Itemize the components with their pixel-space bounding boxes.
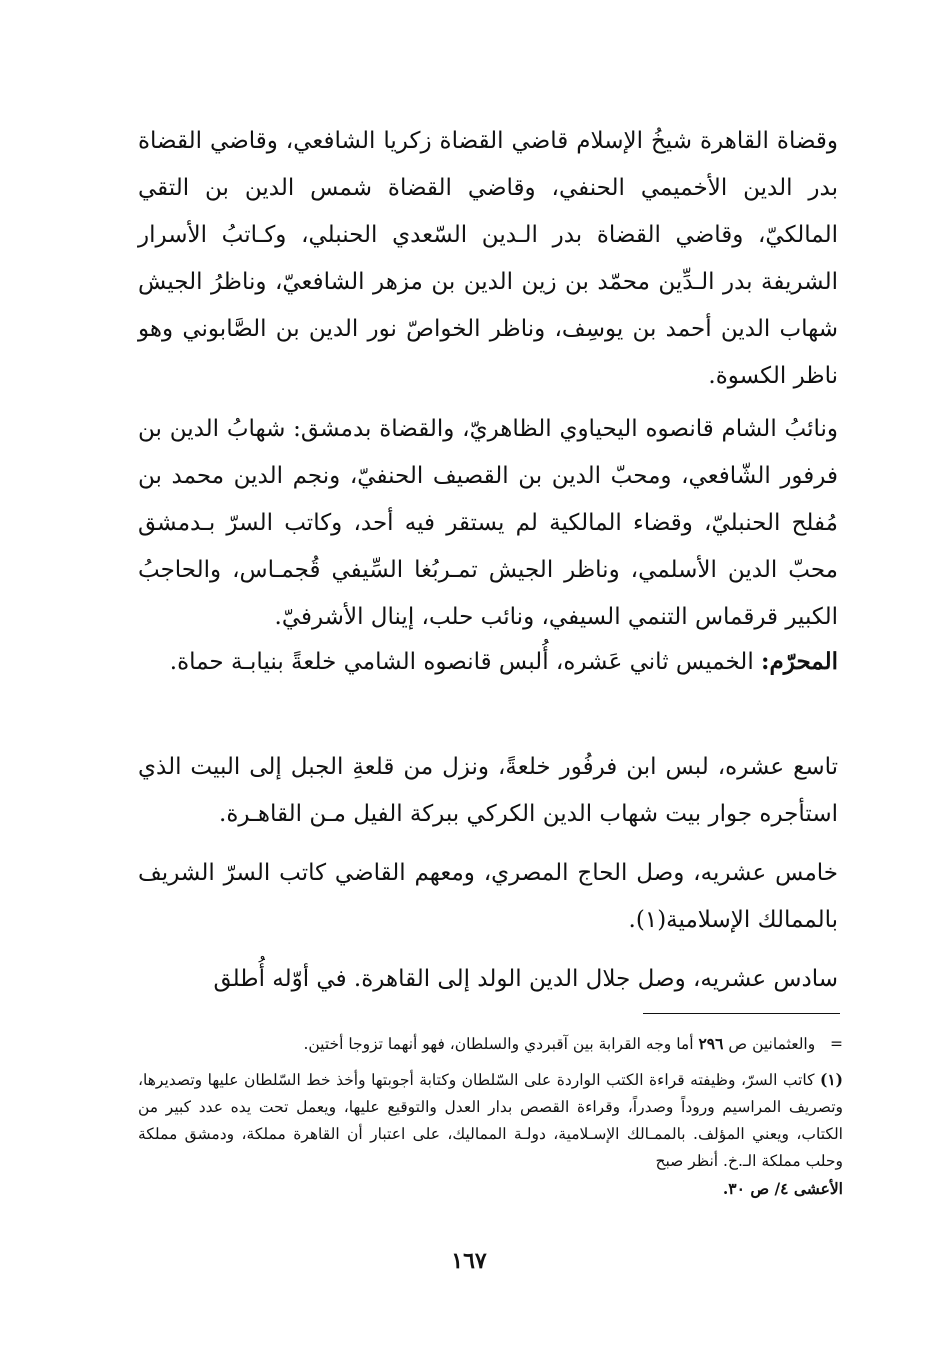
page-number: ١٦٧ (451, 1248, 487, 1274)
paragraph-entry-25: خامس عشريه، وصل الحاج المصري، ومعهم القاضي كاتب السرّ الشريف بالممالك الإسلامية(١). (138, 860, 838, 933)
footnote-1 (138, 1066, 843, 1203)
month-label: المحرّم: (761, 648, 838, 675)
page-reference: ٢٩٦ (698, 1034, 724, 1053)
footnote-continuation: = والعثمانين ص ٢٩٦ أما وجه القرابة بين آقبردي والسلطان، فهو أنهما تزوجا أختين. (303, 1034, 843, 1053)
paragraph-muharram (138, 638, 838, 686)
footnote-text: كاتب السرّ، وظيفته قراءة الكتب الواردة على السّلطان وكتابة أجوبتها وأخذ خط السّلطان عليها وتصديرها، وتصريف المراسيم وروداً وصدراً، وقراءة القصص بدار العدل والتوقيع عليها، ويعمل تحت يده عدد كبير من الكتاب، ويعني المؤلف. بالممـالك الإسـلامية، دولـة المماليك، على اعتبار أن القاهرة مملكة، ودمشق مملكة وحلب مملكة الـ.خ. أنظر صبح (138, 1071, 843, 1170)
paragraph-damascus-officials: ونائبُ الشام قانصوه اليحياوي الظاهريّ، والقضاة بدمشق: شهابُ الدين بن فرفور الشّافعي، ومحبّ الدين بن القصيف الحنفيّ، ونجم الدين محمد بن مُفلح الحنبليّ، وقضاء المالكية لم يستقر فيه أحد، وكاتب السرّ بـدمشق محبّ الدين الأسلمي، وناظر الجيش تمـربُغا السِّيفي قُجمـاس، والحاجبُ الكبير قرقماس التنمي السيفي، ونائب حلب، إينال الأشرفيّ. (138, 416, 838, 630)
continuation-mark: = (830, 1035, 843, 1053)
footnote-source: الأعشى ٤/ ص ٣٠. (722, 1179, 843, 1198)
paragraph-entry-26: سادس عشريه، وصل جلال الدين الولد إلى القاهرة. في أوّله أُطلق (213, 966, 838, 992)
footnote-number: (١) (819, 1070, 843, 1089)
paragraph-entry-19: تاسع عشره، لبس ابن فرفُور خلعةً، ونزل من قلعةِ الجبل إلى البيت الذي استأجره جوار بيت شهاب الدين الكركي ببركة الفيل مـن القاهـرة. (138, 754, 838, 827)
muharram-text: الخميس ثاني عَشره، أُلبس قانصوه الشامي خلعةً بنيابـة حماة. (169, 649, 762, 675)
paragraph-cairo-judges: وقضاة القاهرة شيخُ الإسلام قاضي القضاة زكريا الشافعي، وقاضي القضاة بدر الدين الأخميمي الحنفي، وقاضي القضاة شمس الدين بن التقي المالكيّ، وقاضي القضاة بدر الـدين السّعدي الحنبلي، وكـاتبُ الأسرار الشريفة بدر الـدِّين محمّد بن زين الدين بن مزهر الشافعيّ، وناظرُ الجيش شهاب الدين أحمد بن يوسِف، وناظر الخواصّ نور الدين بن الصَّابوني وهو ناظر الكسوة. (138, 128, 838, 389)
footnote-separator (643, 1013, 840, 1014)
